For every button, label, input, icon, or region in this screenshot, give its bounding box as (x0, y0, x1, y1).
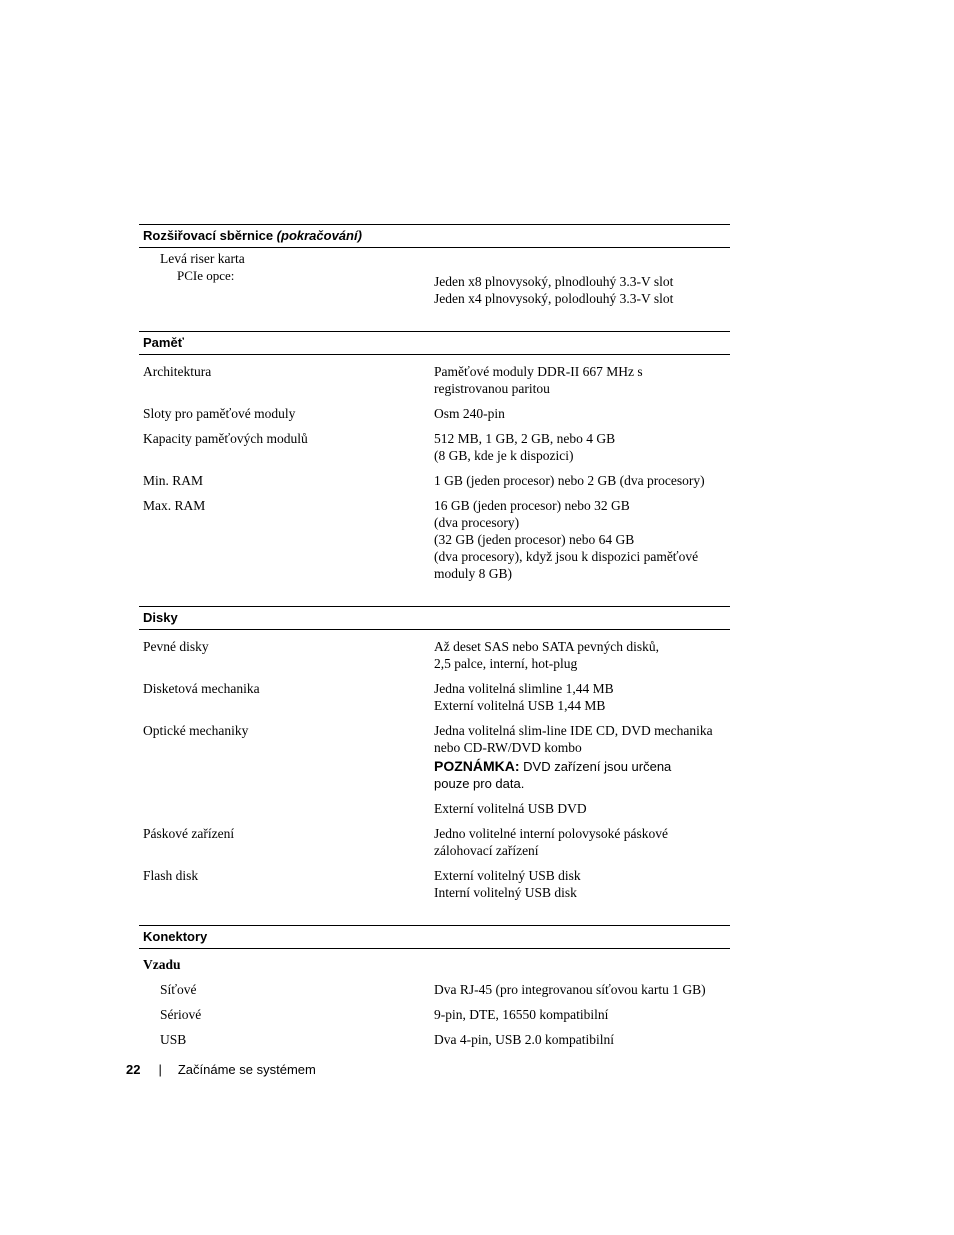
spec-label: Architektura (143, 364, 212, 379)
section-connectors (139, 925, 730, 1048)
spec-value: Jedno volitelné interní polovysoké páskové zálohovací zařízení (434, 826, 668, 858)
section-expansion-bus (139, 224, 730, 315)
spec-value: 1 GB (jeden procesor) nebo 2 GB (dva procesory) (434, 473, 705, 488)
section-title: Rozšiřovací sběrnice (143, 228, 277, 243)
note-label: POZNÁMKA: (434, 758, 520, 774)
spec-row (139, 867, 730, 901)
spec-label: USB (160, 1032, 187, 1047)
spec-label: Flash disk (143, 868, 199, 883)
spec-label: PCIe opce: (177, 268, 235, 283)
spec-label: Optické mechaniky (143, 723, 249, 738)
spec-label: Sériové (160, 1007, 202, 1022)
spec-value: 9-pin, DTE, 16550 kompatibilní (434, 1007, 609, 1022)
spec-row (139, 250, 730, 267)
spec-row (139, 825, 730, 859)
spec-row (139, 981, 730, 998)
spec-row (139, 722, 730, 817)
section-header-drives: Disky (139, 606, 730, 630)
spec-value: 512 MB, 1 GB, 2 GB, nebo 4 GB (8 GB, kde je k dispozici) (434, 431, 616, 463)
footer-title: Začínáme se systémem (177, 1062, 316, 1077)
spec-row (139, 472, 730, 489)
spec-row (139, 267, 730, 307)
spec-label: Max. RAM (143, 498, 206, 513)
spec-value: Osm 240-pin (434, 406, 505, 421)
spec-label: Levá riser karta (160, 251, 245, 266)
section-header-expansion (139, 224, 730, 248)
spec-value: Paměťové moduly DDR-II 667 MHz s registrovanou paritou (434, 364, 643, 396)
footer-separator: | (158, 1062, 162, 1077)
page-footer (126, 1062, 316, 1077)
section-drives (139, 606, 730, 909)
spec-value: Jedna volitelná slimline 1,44 MB Externí volitelná USB 1,44 MB (434, 681, 614, 713)
page-number: 22 (126, 1062, 141, 1077)
spec-label: Páskové zařízení (143, 826, 235, 841)
spec-row (139, 680, 730, 714)
spec-value: Až deset SAS nebo SATA pevných disků, 2,5 palce, interní, hot-plug (434, 639, 660, 671)
spec-label: Min. RAM (143, 473, 204, 488)
section-header-connectors: Konektory (139, 925, 730, 949)
spec-row (139, 1031, 730, 1048)
spec-row (139, 1006, 730, 1023)
spec-row (139, 638, 730, 672)
subheading-back: Vzadu (143, 957, 181, 972)
note-text: DVD zařízení jsou určena (519, 759, 672, 774)
note (434, 758, 730, 792)
section-memory (139, 331, 730, 590)
spec-value: Jedna volitelná slim-line IDE CD, DVD mechanika nebo CD-RW/DVD kombo POZNÁMKA: DVD zařízení jsou určena pouze pro data. Externí volitelná USB DVD (434, 722, 730, 817)
spec-value: Dva RJ-45 (pro integrovanou síťovou kartu 1 GB) (434, 982, 706, 997)
spec-value: Dva 4-pin, USB 2.0 kompatibilní (434, 1032, 614, 1047)
section-title-continued: (pokračování) (276, 228, 362, 243)
spec-value: 16 GB (jeden procesor) nebo 32 GB (dva procesory) (32 GB (jeden procesor) nebo 64 GB (dva procesory), když jsou k dispozici paměťové moduly 8 GB) (434, 498, 699, 581)
spec-row (139, 363, 730, 397)
spec-value: Jeden x8 plnovysoký, plnodlouhý 3.3-V slot Jeden x4 plnovysoký, polodlouhý 3.3-V slot (434, 274, 674, 306)
spec-value: Externí volitelný USB disk Interní volitelný USB disk (434, 868, 581, 900)
spec-label: Sloty pro paměťové moduly (143, 406, 296, 421)
spec-row (139, 405, 730, 422)
note-text: pouze pro data. (434, 776, 525, 791)
section-header-memory: Paměť (139, 331, 730, 355)
spec-row (139, 497, 730, 582)
spec-label: Síťové (160, 982, 197, 997)
spec-label: Pevné disky (143, 639, 209, 654)
spec-row (139, 430, 730, 464)
spec-label: Disketová mechanika (143, 681, 260, 696)
spec-table (139, 224, 730, 1064)
spec-label: Kapacity paměťových modulů (143, 431, 308, 446)
